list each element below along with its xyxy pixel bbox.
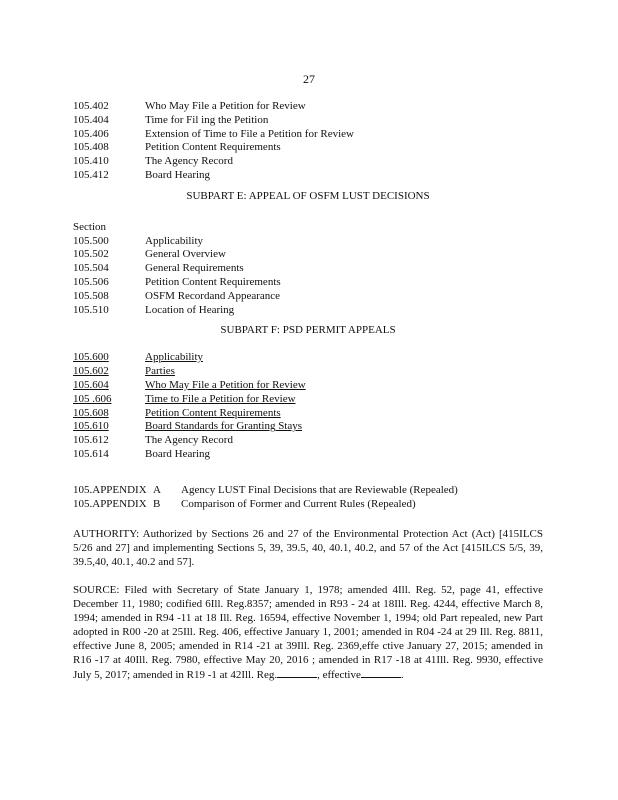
- toc-row: [73, 100, 543, 114]
- source-tail-mid: , effective: [317, 669, 361, 682]
- appendix-row: [73, 498, 543, 512]
- section-number: 105.506: [73, 275, 109, 288]
- appendix-list: [73, 484, 543, 512]
- toc-row: [73, 304, 543, 318]
- section-number: 105.612: [73, 434, 109, 447]
- section-number: 105.604: [73, 378, 109, 391]
- section-number: 105.408: [73, 141, 109, 154]
- section-title: Board Hearing: [145, 447, 211, 460]
- appendix-letter: B: [153, 497, 161, 510]
- section-title: Board Standards for Granting Stays: [145, 420, 303, 433]
- section-number: 105.610: [73, 420, 109, 433]
- subpart-e-heading: SUBPART E: APPEAL OF OSFM LUST DECISIONS: [186, 189, 430, 202]
- toc-row: [73, 169, 543, 183]
- toc-row: [73, 393, 543, 407]
- section-number: 105.504: [73, 262, 109, 275]
- section-title: Time to File a Petition for Review: [145, 392, 296, 405]
- blank-line: [277, 667, 317, 678]
- authority-paragraph: AUTHORITY: Authorized by Sections 26 and 27 of the Environmental Protection Act (Act) [415ILCS 5/26 and 27] and implementing Sections 5, 39, 39.5, 40, 40.1, 40.2, and 57 of the Act [415ILCS 5/5, 39, 39.5,40, 40.1, 40.2 and 57].: [73, 528, 543, 569]
- section-number: 105.500: [73, 234, 109, 247]
- section-title: The Agency Record: [145, 155, 233, 168]
- toc-row: [73, 114, 543, 128]
- appendix-row: [73, 484, 543, 498]
- section-number: 105.406: [73, 127, 109, 140]
- section-number: 105 .606: [73, 392, 112, 405]
- section-number: 105.508: [73, 289, 109, 302]
- section-title: General Overview: [145, 248, 226, 261]
- appendix-number: 105.APPENDIX: [73, 497, 147, 510]
- toc-row: [73, 276, 543, 290]
- section-number: 105.412: [73, 168, 109, 181]
- section-number: 105.600: [73, 351, 109, 364]
- subpart-d-list: [73, 100, 543, 183]
- section-number: 105.402: [73, 100, 109, 112]
- section-title: Time for Fil ing the Petition: [145, 113, 269, 126]
- toc-row: [73, 420, 543, 434]
- page-number: 27: [303, 72, 315, 86]
- toc-row: [73, 141, 543, 155]
- appendix-title: Agency LUST Final Decisions that are Reviewable (Repealed): [181, 483, 458, 496]
- section-number: 105.510: [73, 303, 109, 316]
- toc-row: [73, 290, 543, 304]
- source-text: SOURCE: Filed with Secretary of State January 1, 1978; amended 4Ill. Reg. 52, page 41, effective December 11, 1980; codified 6Ill. Reg.8357; amended in R93 - 24 at 18Ill. Reg. 4244, effective March 8, 1994; amended in R94 -11 at 18 Ill. Reg. 16594, effective November 1, 1994; old Part repealed, new Part adopted in R00 -20 at 25Ill. Reg. 406, effective January 1, 2001; amended in R04 -24 at 29 Ill. Reg. 8811, effective June 8, 2005; amended in R14 -21 at 39Ill. Reg. 2369,effe ctive January 27, 2015; amended in R16 -17 at 40Ill. Reg. 7980, effective May 20, 2016 ; amended in R17 -18 at 41Ill. Reg. 9930, effective July 5, 2017; amended in R19 -1 at 42Ill. Reg.: [73, 584, 543, 682]
- section-number: 105.404: [73, 113, 109, 126]
- toc-row: [73, 407, 543, 421]
- toc-row: [73, 262, 543, 276]
- section-title: Applicability: [145, 234, 204, 247]
- section-title: Petition Content Requirements: [145, 406, 281, 419]
- section-title: Who May File a Petition for Review: [145, 100, 306, 112]
- blank-line: [361, 667, 401, 678]
- toc-row: [73, 448, 543, 462]
- section-number: 105.608: [73, 406, 109, 419]
- appendix-number: 105.APPENDIX: [73, 483, 147, 496]
- section-label: Section: [73, 220, 106, 233]
- appendix-title: Comparison of Former and Current Rules (Repealed): [181, 497, 416, 510]
- subpart-f-heading: SUBPART F: PSD PERMIT APPEALS: [220, 324, 396, 337]
- toc-row: [73, 351, 543, 365]
- section-number: 105.602: [73, 365, 109, 378]
- subpart-e-list: [73, 235, 543, 318]
- section-title: Applicability: [145, 351, 204, 364]
- section-title: Location of Hearing: [145, 303, 235, 316]
- source-tail-end: .: [400, 669, 404, 682]
- section-title: Petition Content Requirements: [145, 141, 281, 154]
- toc-row: [73, 155, 543, 169]
- section-title: General Requirements: [145, 262, 244, 275]
- section-title: Extension of Time to File a Petition for Review: [145, 127, 354, 140]
- toc-row: [73, 379, 543, 393]
- toc-row: [73, 128, 543, 142]
- toc-row: [73, 434, 543, 448]
- table-of-contents: [73, 100, 543, 682]
- section-title: OSFM Recordand Appearance: [145, 289, 281, 302]
- section-title: Petition Content Requirements: [145, 275, 281, 288]
- section-title: The Agency Record: [145, 434, 233, 447]
- section-number: 105.502: [73, 248, 109, 261]
- section-number: 105.614: [73, 447, 109, 460]
- section-title: Board Hearing: [145, 168, 211, 181]
- toc-row: [73, 248, 543, 262]
- toc-row: [73, 365, 543, 379]
- source-paragraph: [73, 583, 543, 682]
- section-number: 105.410: [73, 155, 109, 168]
- section-title: Parties: [145, 365, 175, 378]
- toc-row: [73, 235, 543, 249]
- section-title: Who May File a Petition for Review: [145, 378, 306, 391]
- appendix-letter: A: [153, 483, 161, 496]
- subpart-f-list: [73, 351, 543, 461]
